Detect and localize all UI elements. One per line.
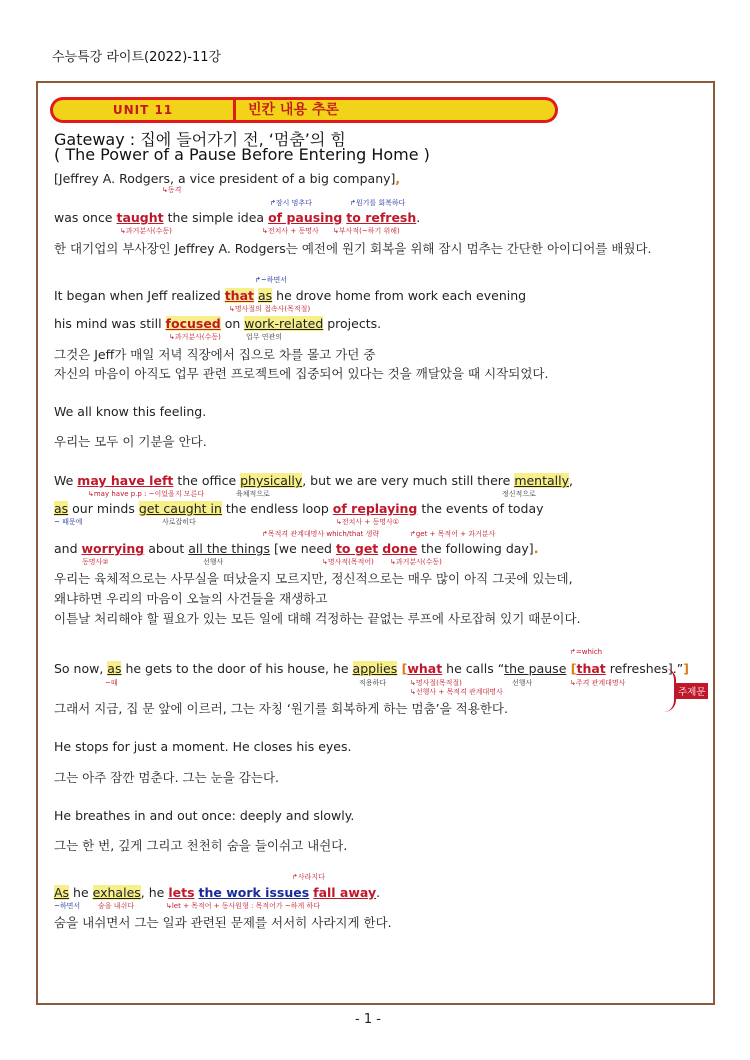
- page-number: - 1 -: [355, 1012, 381, 1027]
- ann-that-clause: ↳명사절의 접속사(목적절): [229, 305, 311, 313]
- text-segment: was once: [54, 210, 117, 225]
- text-segment: lets: [168, 885, 195, 900]
- ann-as-while-2: ~하면서: [54, 902, 81, 910]
- s8-line: [54, 885, 380, 900]
- text-segment: [Jeffrey A. Rodgers, a vice president of a big company]: [54, 171, 396, 186]
- text-segment: may have left: [77, 473, 174, 488]
- text-segment: as: [54, 501, 69, 516]
- text-segment: and: [54, 541, 82, 556]
- ann-get-done: ↱get + 목적어 + 과거분사: [410, 530, 496, 538]
- text-segment: of pausing: [268, 210, 343, 225]
- text-segment: the following day]: [417, 541, 534, 556]
- text-segment: focused: [165, 316, 221, 331]
- text-segment: he: [69, 885, 93, 900]
- ann-which: ↱=which: [570, 648, 603, 656]
- ann-of-replaying: ↳전치사 + 동명사①: [336, 518, 400, 526]
- ann-as-while: ↱~하면서: [255, 276, 288, 284]
- text-segment: applies: [352, 661, 398, 676]
- ann-may-have-left: ↳may have p.p : ~이었을지 모른다: [88, 490, 205, 498]
- text-segment: about: [144, 541, 189, 556]
- gateway-title-en: ( The Power of a Pause Before Entering Home ): [54, 145, 430, 164]
- text-segment: ]: [683, 661, 689, 676]
- s1-line1: [54, 171, 400, 186]
- text-segment: , he: [140, 885, 169, 900]
- s2-ko1: 그것은 Jeff가 매일 저녁 직장에서 집으로 차를 몰고 가던 중: [54, 347, 376, 362]
- ann-refresh: ↱원기를 회복하다: [350, 199, 406, 207]
- ann-exhales: 숨을 내쉬다: [98, 902, 135, 910]
- gateway-title-ko: Gateway : 집에 들어가기 전, ‘멈춤’의 힘: [54, 130, 346, 149]
- s4-line2: [54, 501, 544, 516]
- text-segment: fall away: [313, 885, 377, 900]
- text-segment: .: [533, 541, 539, 556]
- ann-taught: ↳과거분사(수동): [120, 227, 172, 235]
- text-segment: [we need: [270, 541, 336, 556]
- s4-ko3: 이튿날 처리해야 할 필요가 있는 모든 일에 대해 걱정하는 끝없는 루프에 사로잡혀 있기 때문이다.: [54, 611, 581, 626]
- ann-as-when: ~때: [105, 679, 118, 687]
- ann-work-related: 업무 연관의: [246, 333, 283, 341]
- text-segment: the office: [173, 473, 241, 488]
- unit-label: UNIT 11: [53, 100, 233, 120]
- ann-what: ↳명사절(목적절): [410, 679, 462, 687]
- s3-line: We all know this feeling.: [54, 404, 207, 419]
- ann-as-because: ~ 때문에: [54, 518, 83, 526]
- text-segment: his mind was still: [54, 316, 166, 331]
- s3-ko: 우리는 모두 이 기분을 안다.: [54, 434, 207, 449]
- ann-things: 선행사: [203, 558, 224, 566]
- s7-line: He breathes in and out once: deeply and slowly.: [54, 808, 355, 823]
- text-segment: refreshes].”: [605, 661, 684, 676]
- s4-line1: [54, 473, 573, 488]
- topic-sentence-label: 주제문: [676, 683, 708, 699]
- text-segment: that: [224, 288, 254, 303]
- ann-focused: ↳과거분사(수동): [169, 333, 221, 341]
- ann-applies: 적용하다: [359, 679, 387, 687]
- text-segment: We: [54, 473, 78, 488]
- ann-lets: ↳let + 목적어 + 동사원형 : 목적어가 ~하게 하다: [166, 902, 321, 910]
- text-segment: done: [382, 541, 418, 556]
- text-segment: [: [566, 661, 577, 676]
- unit-title-box: [236, 97, 558, 123]
- ann-that-subject: ↳주격 관계대명사: [570, 679, 626, 687]
- s5-line: [54, 661, 689, 676]
- text-segment: worrying: [81, 541, 145, 556]
- s5-ko: 그래서 지금, 집 문 앞에 이르러, 그는 자칭 ‘원기를 회복하게 하는 멈춤’을 적용한다.: [54, 701, 508, 716]
- text-segment: to get: [335, 541, 379, 556]
- text-segment: the simple idea: [163, 210, 269, 225]
- ann-appositive: ↳동격: [162, 186, 182, 194]
- s1-ko: 한 대기업의 부사장인 Jeffrey A. Rodgers는 예전에 원기 회복을 위해 잠시 멈추는 간단한 아이디어를 배웠다.: [54, 241, 652, 256]
- unit-label-box: [50, 97, 236, 123]
- unit-banner: [50, 97, 558, 123]
- s2-ko2: 자신의 마음이 아직도 업무 관련 프로젝트에 집중되어 있다는 것을 깨달았을 때 시작되었다.: [54, 366, 549, 381]
- text-segment: mentally: [514, 473, 570, 488]
- text-segment: on: [220, 316, 245, 331]
- ann-mentally: 정신적으로: [502, 490, 536, 498]
- ann-fall-away: ↱사라지다: [292, 873, 325, 881]
- ann-worrying: 동명사②: [82, 558, 109, 566]
- text-segment: the events of today: [417, 501, 544, 516]
- ann-of-pausing: ↳전치사 + 동명사: [262, 227, 319, 235]
- s1-line2: [54, 210, 420, 225]
- text-segment: projects.: [323, 316, 382, 331]
- text-segment: of replaying: [332, 501, 418, 516]
- text-segment: exhales: [92, 885, 141, 900]
- ann-to-refresh: ↳부사적(~하기 위해): [333, 227, 400, 235]
- text-segment: as: [107, 661, 122, 676]
- text-segment: As: [54, 885, 70, 900]
- ann-done: ↳과거분사(수동): [390, 558, 442, 566]
- s6-ko: 그는 아주 잠깐 멈춘다. 그는 눈을 감는다.: [54, 770, 279, 785]
- text-segment: .: [416, 210, 421, 225]
- text-segment: ,: [569, 473, 573, 488]
- s8-ko: 숨을 내쉬면서 그는 일과 관련된 문제를 서서히 사라지게 한다.: [54, 915, 392, 930]
- text-segment: work-related: [244, 316, 324, 331]
- text-segment: .: [376, 885, 381, 900]
- s2-line2: [54, 316, 381, 331]
- text-segment: that: [576, 661, 606, 676]
- unit-title: 빈칸 내용 추론: [236, 100, 555, 120]
- text-segment: as: [257, 288, 273, 303]
- text-segment: all the things: [188, 541, 270, 556]
- text-segment: It began when Jeff realized: [54, 288, 225, 303]
- ann-the-pause: 선행사: [512, 679, 533, 687]
- document-header: 수능특강 라이트(2022)-11강: [52, 50, 222, 65]
- s4-line3: [54, 541, 538, 556]
- text-segment: physically: [240, 473, 303, 488]
- text-segment: get caught in: [138, 501, 222, 516]
- text-segment: he drove home from work each evening: [272, 288, 527, 303]
- ann-get-caught: 사로잡히다: [162, 518, 196, 526]
- text-segment: to refresh: [346, 210, 417, 225]
- s7-ko: 그는 한 번, 깊게 그리고 천천히 숨을 들이쉬고 내쉰다.: [54, 838, 348, 853]
- text-segment: So now,: [54, 661, 108, 676]
- text-segment: our minds: [68, 501, 139, 516]
- text-segment: the work issues: [198, 885, 310, 900]
- s4-ko1: 우리는 육체적으로는 사무실을 떠났을지 모르지만, 정신적으로는 매우 많이 아직 그곳에 있는데,: [54, 571, 573, 586]
- text-segment: taught: [116, 210, 164, 225]
- s6-line: He stops for just a moment. He closes his eyes.: [54, 739, 352, 754]
- ann-physically: 육체적으로: [236, 490, 270, 498]
- ann-pausing: ↱잠시 멈추다: [270, 199, 312, 207]
- text-segment: [: [397, 661, 408, 676]
- text-segment: he gets to the door of his house, he: [121, 661, 353, 676]
- ann-to-get: ↳명사적(목적어): [322, 558, 374, 566]
- topic-brace: [662, 668, 676, 712]
- text-segment: ,: [395, 171, 401, 186]
- s4-ko2: 왜냐하면 우리의 마음이 오늘의 사건들을 재생하고: [54, 591, 328, 606]
- text-segment: the endless loop: [221, 501, 333, 516]
- ann-relative-omitted: ↱목적격 관계대명사 which/that 생략: [262, 530, 380, 538]
- s2-line1: [54, 288, 526, 303]
- text-segment: , but we are very much still there: [302, 473, 515, 488]
- text-segment: what: [407, 661, 443, 676]
- ann-what-2: ↳선행사 + 목적격 관계대명사: [410, 688, 503, 696]
- text-segment: he calls “: [442, 661, 505, 676]
- text-segment: the pause: [504, 661, 567, 676]
